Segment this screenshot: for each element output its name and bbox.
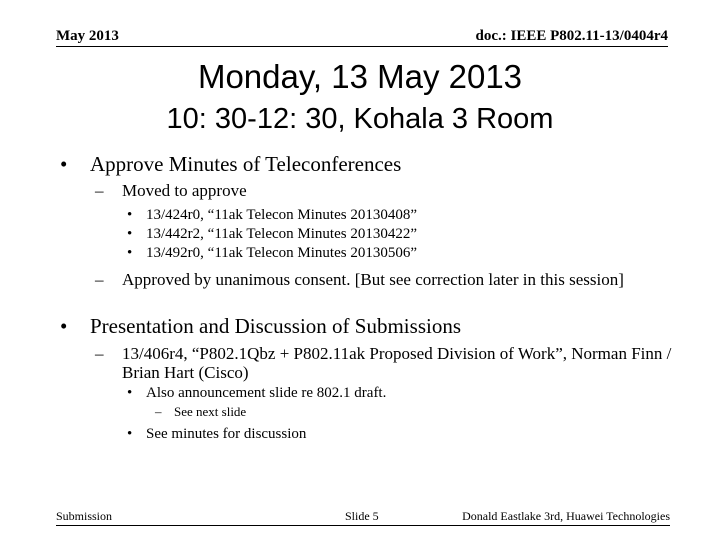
minutes-text: 13/424r0, “11ak Telecon Minutes 20130408” — [146, 207, 417, 223]
bullet-text: Moved to approve — [122, 181, 247, 200]
minutes-text: 13/442r2, “11ak Telecon Minutes 20130422” — [146, 226, 417, 242]
footer-submission: Submission — [56, 509, 113, 523]
bullet-marker: • — [127, 226, 133, 242]
bullet-approve-minutes — [60, 152, 401, 176]
bullet-marker: • — [60, 152, 68, 176]
minutes-item — [127, 225, 417, 243]
subbullet-submission — [95, 344, 682, 382]
bullet-marker: • — [127, 385, 133, 401]
slide-title: Monday, 13 May 2013 — [197, 58, 523, 95]
header-doc-number: doc.: IEEE P802.11-13/0404r4 — [475, 28, 668, 44]
bullet-marker: – — [95, 270, 104, 289]
bullet-text: Also announcement slide re 802.1 draft. — [146, 385, 387, 401]
footer-author: Donald Eastlake 3rd, Huawei Technologies — [462, 509, 670, 523]
subbullet-approved — [95, 270, 652, 289]
header-divider — [56, 46, 668, 47]
bullet-marker: – — [95, 181, 104, 200]
bullet-marker: • — [127, 426, 133, 442]
footer-slide-number: Slide 5 — [345, 509, 379, 523]
bullet-text: Approve Minutes of Teleconferences — [90, 152, 402, 176]
minutes-item — [127, 244, 417, 262]
bullet-text: See next slide — [174, 404, 247, 419]
announcement-item — [127, 384, 386, 402]
bullet-marker: • — [127, 207, 133, 223]
header-date: May 2013 — [56, 28, 119, 44]
bullet-text: 13/406r4, “P802.1Qbz + P802.11ak Proposed Division of Work”, Norman Finn / Brian Hart (Cisco) — [122, 344, 672, 382]
minutes-item — [127, 206, 417, 224]
bullet-text: See minutes for discussion — [146, 426, 307, 442]
see-minutes-item — [127, 425, 306, 443]
bullet-text: Presentation and Discussion of Submissions — [90, 314, 461, 338]
bullet-marker: – — [155, 404, 162, 419]
bullet-presentation — [60, 314, 461, 338]
slide-subtitle: 10: 30-12: 30, Kohala 3 Room — [166, 103, 554, 135]
see-next-item — [155, 404, 246, 420]
bullet-marker: • — [127, 245, 133, 261]
footer-divider — [56, 525, 670, 526]
subbullet-moved — [95, 181, 247, 200]
bullet-marker: • — [60, 314, 68, 338]
bullet-marker: – — [95, 344, 104, 363]
bullet-text: Approved by unanimous consent. [But see correction later in this session] — [122, 270, 624, 289]
minutes-text: 13/492r0, “11ak Telecon Minutes 20130506” — [146, 245, 417, 261]
